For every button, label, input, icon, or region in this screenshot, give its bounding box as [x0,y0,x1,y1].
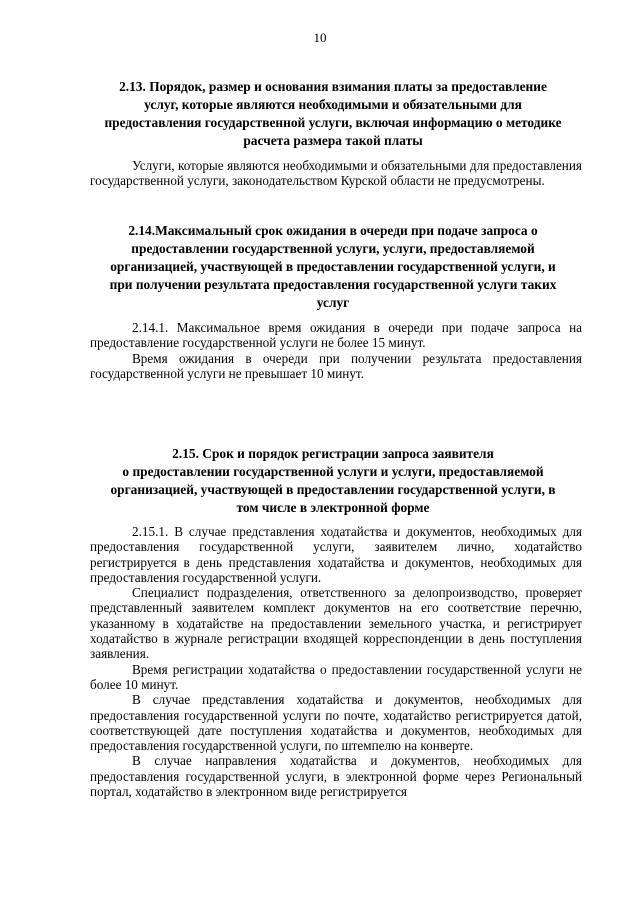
heading-line: расчета размера такой платы [243,133,423,148]
heading-line: при получении результата предоставления государственной услуги таких [109,277,557,292]
heading-line: организацией, участвующей в предоставлении государственной услуги, и [110,259,556,274]
paragraph: Услуги, которые являются необходимыми и обязательными для предоставления государственной услуги, законодательством Курской области не предусмотрены. [90,158,582,189]
heading-line: том числе в электронной форме [236,500,430,515]
paragraph: Время регистрации ходатайства о предоставлении государственной услуги не более 10 минут. [90,661,582,692]
heading-line: 2.14.Максимальный срок ожидания в очереди при подаче запроса о [128,223,538,238]
heading-line: услуг, которые являются необходимыми и обязательными для [144,97,522,112]
paragraph: В случае представления ходатайства и документов, необходимых для предоставления государственной услуги по почте, ходатайство регистрируется датой, соответствующей дате поступления ходатайства и документов, необходимых для предоставления государственной услуги, по штемпелю на конверте. [90,692,582,754]
heading-line: предоставлении государственной услуги, услуги, предоставляемой [131,241,535,256]
heading-line: о предоставлении государственной услуги и услуги, предоставляемой [122,464,544,479]
section-2-13-body [90,158,582,189]
paragraph: В случае направления ходатайства и документов, необходимых для предоставления государственной услуги, в электронной форме через Региональный портал, ходатайство в электронном виде регистрируется [90,753,582,800]
section-2-13-heading [84,78,582,150]
heading-line: предоставления государственной услуги, включая информацию о методике [104,115,562,130]
section-2-14-body [90,320,582,381]
paragraph: 2.15.1. В случае представления ходатайства и документов, необходимых для предоставления государственной услуги, заявителем лично, ходатайство регистрируется в день представления ходатайства и документов, необходимых для предоставления государственной услуги. [90,524,582,585]
heading-line: услуг [316,295,350,310]
heading-line: 2.15. Срок и порядок регистрации запроса заявителя [172,446,494,461]
heading-line: организацией, участвующей в предоставлении государственной услуги, в [110,482,556,497]
heading-line: 2.13. Порядок, размер и основания взимания платы за предоставление [119,79,547,94]
section-2-15-heading [84,445,582,517]
paragraph: Специалист подразделения, ответственного за делопроизводство, проверяет представленный заявителем комплект документов на его соответствие перечню, указанному в ходатайстве на предоставлении земельного участка, и регистрирует ходатайство в журнале регистрации входящей корреспонденции в день поступления заявления. [90,585,582,662]
page-number: 10 [313,30,327,45]
paragraph: 2.14.1. Максимальное время ожидания в очереди при подаче запроса на предоставление государственной услуги не более 15 минут. [90,320,582,351]
paragraph: Время ожидания в очереди при получении результата предоставления государственной услуги не превышает 10 минут. [90,350,582,381]
section-2-14-heading [84,222,582,312]
section-2-15-body [90,524,582,799]
